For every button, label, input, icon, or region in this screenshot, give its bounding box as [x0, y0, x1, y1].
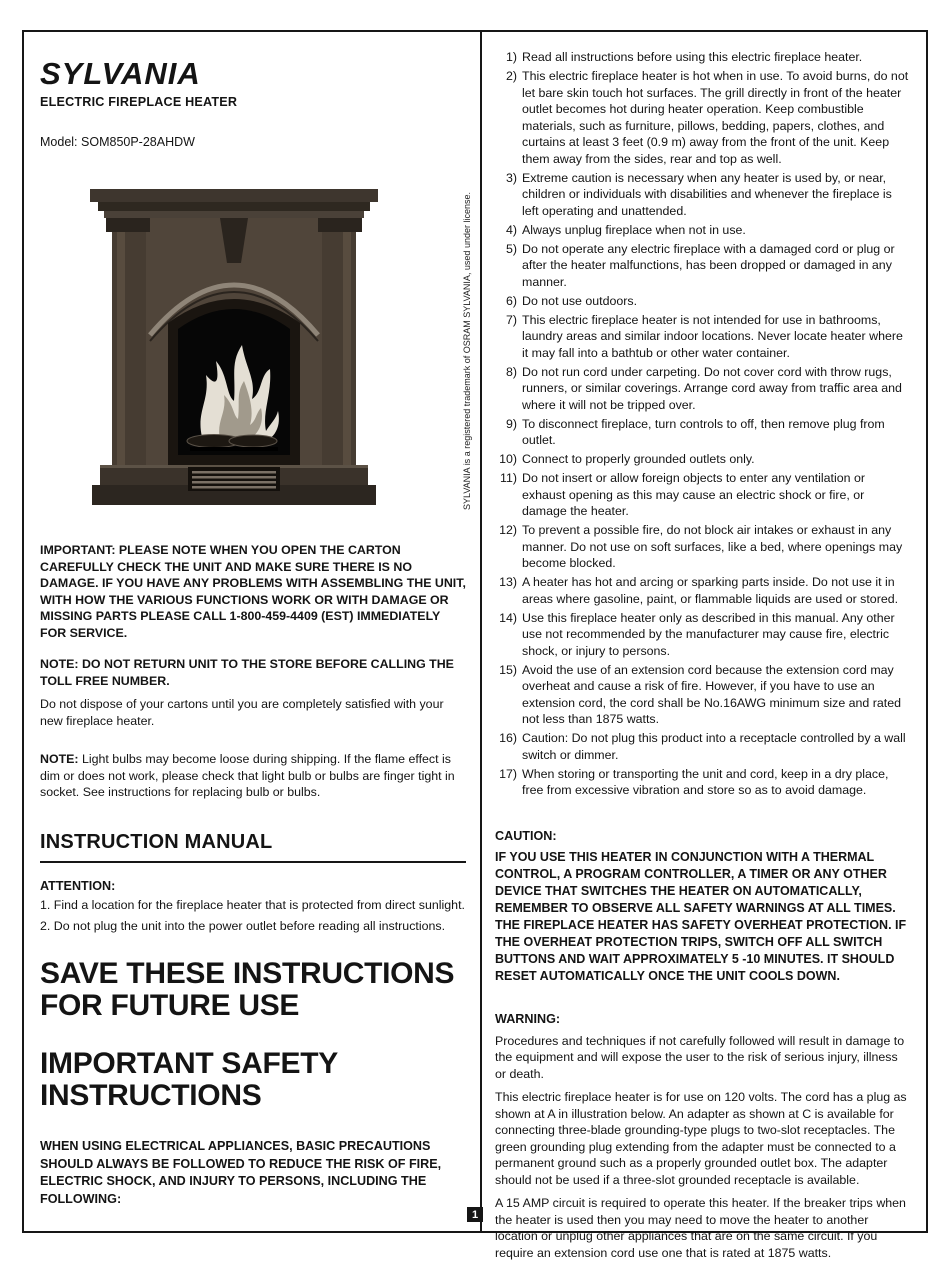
safety-list-item [495, 574, 910, 607]
safety-item-text: Connect to properly grounded outlets only. [522, 452, 755, 466]
safety-item-number: 6) [505, 293, 517, 308]
save-instructions-line1: SAVE THESE INSTRUCTIONS [40, 956, 455, 990]
safety-item-number: 1) [505, 50, 517, 64]
page-number: 1 [467, 1207, 483, 1222]
left-column [24, 32, 480, 1231]
safety-item-text: Extreme caution is necessary when any heater is used by, or near, children or individuals with disabilities and whenever the fireplace is left operating and unattended. [522, 170, 892, 218]
safety-item-text: Always unplug fireplace when not in use. [522, 222, 746, 237]
safety-item-text: Do not use outdoors. [522, 293, 638, 308]
safety-item-number: 12) [499, 523, 517, 537]
important-carton-note: IMPORTANT: PLEASE NOTE WHEN YOU OPEN THE CARTON CAREFULLY CHECK THE UNIT AND MAKE SURE THERE IS NO DAMAGE. IF YOU HAVE ANY PROBLEMS WITH ASSEMBLING THE UNIT, WITH HOW THE VARIOUS FUNCTIONS WORK OR WITH DAMAGE OR MISSING PARTS PLEASE CALL 1-800-459-4409 (EST) IMMEDIATELY FOR SERVICE. [40, 543, 466, 640]
safety-list-item [495, 312, 910, 362]
safety-item-number: 3) [505, 170, 517, 185]
safety-item-number: 8) [505, 364, 517, 379]
warning-paragraph-1: Procedures and techniques if not carefully followed will result in damage to the equipment and will expose the user to the risk of serious injury, illness or death. [495, 1033, 905, 1081]
warning-paragraph-3: A 15 AMP circuit is required to operate this heater. If the breaker trips when the heater is used then you may need to move the heater to another location or unplug other appliances that are on the same circuit. If you require an extension cord use one that is rated at 1875 watts. [495, 1196, 906, 1260]
safety-list-item [495, 766, 910, 799]
safety-item-text: A heater has hot and arcing or sparking parts inside. Do not use it in areas where gasoline, paint, or flammable liquids are used or stored. [522, 575, 899, 606]
safety-list-item [495, 416, 910, 449]
safety-item-text: Read all instructions before using this electric fireplace heater. [522, 50, 863, 64]
safety-item-text: Do not insert or allow foreign objects to enter any ventilation or exhaust opening as this may cause an electric shock or fire, or damage the heater. [522, 471, 865, 518]
save-instructions-heading [40, 958, 466, 1022]
dispose-note: Do not dispose of your cartons until you are completely satisfied with your new fireplace heater. [40, 697, 444, 728]
safety-item-number: 7) [505, 312, 517, 327]
attention-label: ATTENTION: [40, 878, 116, 893]
safety-item-number: 9) [505, 416, 517, 431]
instruction-manual-heading: INSTRUCTION MANUAL [40, 831, 466, 863]
safety-item-number: 17) [499, 766, 517, 781]
safety-item-text: Do not run cord under carpeting. Do not cover cord with throw rugs, runners, or similar coverings. Arrange cord away from traffic area and where it will not be tripped over. [522, 364, 902, 412]
important-safety-line2: INSTRUCTIONS [40, 1079, 262, 1112]
safety-item-text: To prevent a possible fire, do not block air intakes or exhaust in any manner. Do not use on soft surfaces, like a bed, where openings may become blocked. [522, 523, 903, 570]
safety-item-text: Avoid the use of an extension cord because the extension cord may overheat and cause a risk of fire. However, if you have to use an extension cord, the cord shall be No.16AWG minimum size and rated not less than 1875 watts. [522, 662, 902, 726]
safety-item-text: This electric fireplace heater is not intended for use in bathrooms, laundry areas and similar indoor locations. Never locate heater where it may fall into a bathtub or other water container. [522, 312, 903, 360]
trademark-vertical-text: SYLVANIA is a registered trademark of OSRAM SYLVANIA, used under license. [462, 192, 472, 510]
caution-text: IF YOU USE THIS HEATER IN CONJUNCTION WITH A THERMAL CONTROL, A PROGRAM CONTROLLER, A TIMER OR ANY OTHER DEVICE THAT SWITCHES THE HEATER ON AUTOMATICALLY, REMEMBER TO OBSERVE ALL SAFETY WARNINGS AT ALL TIMES. THE FIREPLACE HEATER HAS SAFETY OVERHEAT PROTECTION. IF THE OVERHEAT PROTECTION TRIPS, SWITCH OFF ALL SWITCH BUTTONS AND WAIT APPROXIMATELY 5 -10 MINUTES. IT SHOULD RESET AUTOMATICALLY ONCE THE UNIT COOLS DOWN. [495, 849, 907, 984]
safety-item-text: Caution: Do not plug this product into a receptacle controlled by a wall switch or dimmer. [522, 731, 906, 762]
safety-item-number: 16) [499, 731, 517, 745]
attention-item-1: 1. Find a location for the fireplace heater that is protected from direct sunlight. [40, 897, 465, 912]
safety-item-text: Do not operate any electric fireplace with a damaged cord or plug or after the heater malfunctions, has been dropped or damaged in any manner. [522, 241, 895, 289]
safety-item-text: To disconnect fireplace, turn controls to off, then remove plug from outlet. [522, 416, 885, 447]
safety-list-item [495, 222, 910, 239]
warning-label: WARNING: [495, 1011, 561, 1026]
safety-item-number: 15) [499, 662, 517, 677]
safety-list-item [495, 470, 910, 520]
safety-list-item [495, 170, 910, 220]
model-number: SOM850P-28AHDW [81, 135, 195, 149]
safety-item-number: 4) [505, 222, 517, 237]
do-not-return-note: NOTE: DO NOT RETURN UNIT TO THE STORE BEFORE CALLING THE TOLL FREE NUMBER. [40, 657, 454, 688]
safety-list-item [495, 662, 910, 728]
safety-item-text: When storing or transporting the unit and cord, keep in a dry place, free from excessive vibration and store so as to avoid damage. [522, 766, 889, 797]
safety-item-number: 13) [499, 575, 517, 589]
safety-list-item [495, 730, 910, 763]
manual-page-frame [22, 30, 928, 1260]
safety-list-item [495, 293, 910, 310]
safety-item-number: 14) [499, 610, 517, 625]
safety-item-text: Use this fireplace heater only as described in this manual. Any other use not recommended by the manufacturer may cause fire, electric shock, or injury to persons. [522, 610, 895, 658]
right-column [482, 32, 926, 1260]
bulb-note-label: NOTE: [40, 752, 79, 766]
attention-item-2: 2. Do not plug the unit into the power outlet before reading all instructions. [40, 919, 446, 934]
safety-list-item [495, 364, 910, 414]
warning-paragraph-2: This electric fireplace heater is for use on 120 volts. The cord has a plug as shown at A in illustration below. An adapter as shown at C is available for connecting three-blade grounding-type plugs to two-slot receptacles. The green grounding plug extending from the adapter must be connected to a permanent ground such as a properly grounded outlet box. The adapter should not be used if a three-slot grounded receptacle is available. [495, 1090, 907, 1187]
safety-list-item [495, 522, 910, 572]
bulb-note [40, 751, 466, 801]
model-line [40, 135, 466, 149]
model-label: Model: [40, 135, 78, 149]
safety-item-number: 2) [505, 69, 517, 83]
safety-list-item [495, 610, 910, 660]
safety-list-item [495, 451, 910, 468]
fireplace-illustration [84, 173, 384, 518]
important-safety-line1: IMPORTANT SAFETY [40, 1046, 338, 1080]
safety-list-item [495, 49, 910, 66]
safety-instructions-list [495, 49, 910, 799]
electrical-precautions-text: WHEN USING ELECTRICAL APPLIANCES, BASIC PRECAUTIONS SHOULD ALWAYS BE FOLLOWED TO REDUCE THE RISK OF FIRE, ELECTRIC SHOCK, AND INJURY TO PERSONS, INCLUDING THE FOLLOWING: [40, 1139, 442, 1206]
product-title: ELECTRIC FIREPLACE HEATER [40, 95, 238, 109]
sylvania-logo: SYLVANIA [40, 56, 201, 91]
caution-label: CAUTION: [495, 828, 557, 843]
safety-list-item [495, 241, 910, 291]
important-safety-heading [40, 1048, 466, 1112]
safety-item-number: 11) [500, 471, 517, 485]
safety-item-number: 10) [499, 452, 517, 466]
safety-list-item [495, 68, 910, 167]
bulb-note-text: Light bulbs may become loose during shipping. If the flame effect is dim or does not work, please check that light bulb or bulbs are finger tight in socket. See instructions for replacing bulb or bulbs. [40, 752, 455, 799]
safety-item-number: 5) [505, 241, 517, 256]
save-instructions-line2: FOR FUTURE USE [40, 988, 300, 1022]
safety-item-text: This electric fireplace heater is hot when in use. To avoid burns, do not let bare skin touch hot surfaces. The grill directly in front of the heater outlet becomes hot during heater operation. Keep combustible materials, such as furniture, pillows, bedding, papers, clothes, and curtains at least 3 feet (0.9 m) away from the front of the unit. Keep them away from the sides, rear and top as well. [522, 69, 909, 166]
